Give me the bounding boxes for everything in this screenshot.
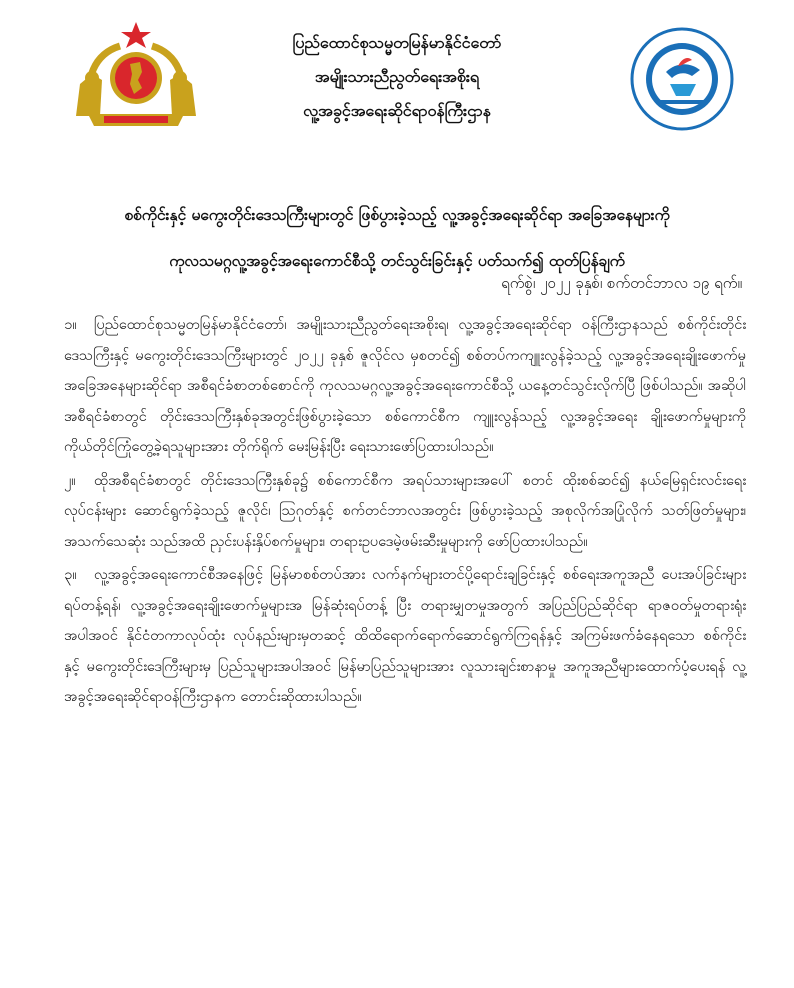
title-line-1: စစ်ကိုင်းနှင့် မကွေးတိုင်းဒေသကြီးများတွင် ဖြစ်ပွားခဲ့သည့် လူ့အခွင့်အရေးဆိုင်ရာ အခြေအနေများကို (124, 206, 670, 224)
paragraph-number: ၃။ (64, 566, 77, 583)
header-ministry: လူ့အခွင့်အရေးဆိုင်ရာဝန်ကြီးဌာန (303, 101, 491, 120)
statement-title (40, 192, 754, 284)
header-country: ပြည်ထောင်စုသမ္မတမြန်မာနိုင်ငံတော် (292, 33, 502, 52)
title-line-2: ကုလသမဂ္ဂလူ့အခွင့်အရေးကောင်စီသို့ တင်သွင်းခြင်းနှင့် ပတ်သက်၍ ထုတ်ပြန်ချက် (169, 252, 625, 270)
header-government: အမျိုးသားညီညွတ်ရေးအစိုးရ (314, 67, 480, 86)
statement-body (64, 310, 746, 716)
state-emblem-icon (70, 20, 202, 132)
paragraph-text: ပြည်ထောင်စုသမ္မတမြန်မာနိုင်ငံတော်၊ အမျိုးသားညီညွတ်ရေးအစိုးရ၊ လူ့အခွင့်အရေးဆိုင်ရာ ဝန်ကြီးဌာနသည် စစ်ကိုင်းတိုင်းဒေသကြီးနှင့် မကွေးတိုင်းဒေသကြီးများတွင် ၂၀၂၂ ခုနှစ် ဇူလိုင်လ မှစတင်၍ စစ်တပ်ကကျူးလွန်ခဲ့သည့် လူ့အခွင့်အရေးချိုးဖောက်မှုအခြေအနေများဆိုင်ရာ အစီရင်ခံစာတစ်စောင်ကို ကုလသမဂ္ဂလူ့အခွင့်အရေးကောင်စီသို့ ယနေ့တင်သွင်းလိုက်ပြီ ဖြစ်ပါသည်။ အဆိုပါအစီရင်ခံစာတွင် တိုင်းဒေသကြီးနှစ်ခုအတွင်းဖြစ်ပွားခဲ့သော စစ်ကောင်စီက ကျူးလွန်သည့် လူ့အခွင့်အရေး ချိုးဖောက်မှုများကို ကိုယ်တိုင်ကြုံတွေ့ခဲ့ရသူများအား တိုက်ရိုက် မေးမြန်းပြီး ရေးသားဖော်ပြထားပါသည်။ (64, 316, 746, 455)
ministry-logo-icon (626, 26, 738, 132)
paragraph-1 (64, 310, 746, 463)
paragraph-2 (64, 466, 746, 558)
paragraph-text: ထိုအစီရင်ခံစာတွင် တိုင်းဒေသကြီးနှစ်ခု၌ စစ်ကောင်စီက အရပ်သားများအပေါ် စတင် ထိုးစစ်ဆင်၍ နယ်မြေရှင်းလင်းရေး လုပ်ငန်းများ ဆောင်ရွက်ခဲ့သည့် ဇူလိုင်၊ ဩဂုတ်နှင့် စက်တင်ဘာလအတွင်း ဖြစ်ပွားခဲ့သည့် အစုလိုက်အပြုံလိုက် သတ်ဖြတ်မှုများ၊ အသက်သေဆုံး သည်အထိ ညှင်းပန်းနှိပ်စက်မှုများ၊ တရားဥပဒေမဲ့ဖမ်းဆီးမှုများကို ဖော်ပြထားပါသည်။ (64, 471, 746, 550)
paragraph-number: ၂။ (64, 471, 76, 489)
state-emblem (70, 20, 202, 132)
ministry-logo (626, 26, 738, 132)
dateline: ရက်စွဲ၊ ၂၀၂၂ ခုနှစ်၊ စက်တင်ဘာလ ၁၉ ရက်။ (501, 274, 742, 292)
paragraph-3 (64, 560, 746, 713)
letterhead (210, 26, 584, 128)
paragraph-number: ၁။ (64, 316, 77, 333)
paragraph-text: လူ့အခွင့်အရေးကောင်စီအနေဖြင့် မြန်မာစစ်တပ်အား လက်နက်များတင်ပို့ရောင်းချခြင်းနှင့် စစ်ရေးအကူအညီ ပေးအပ်ခြင်းများ ရပ်တန့်ရန်၊ လူ့အခွင့်အရေးချိုးဖောက်မှုများအ မြန်ဆုံးရပ်တန့် ပြီး တရားမျှတမှုအတွက် အပြည်ပြည်ဆိုင်ရာ ရာဇဝတ်မှုတရားရုံးအပါအဝင် နိုင်ငံတကာလုပ်ထုံး လုပ်နည်းများမှတဆင့် ထိထိရောက်ရောက်ဆောင်ရွက်ကြရန်နှင့် အကြမ်းဖက်ခံနေရသော စစ်ကိုင်း နှင့် မကွေးတိုင်းဒေကြီးများမှ ပြည်သူများအပါအဝင် မြန်မာပြည်သူများအား လူသားချင်းစာနာမှု အကူအညီများထောက်ပံ့ပေးရန် လူ့အခွင့်အရေးဆိုင်ရာဝန်ကြီးဌာနက တောင်းဆိုထားပါသည်။ (64, 566, 746, 705)
